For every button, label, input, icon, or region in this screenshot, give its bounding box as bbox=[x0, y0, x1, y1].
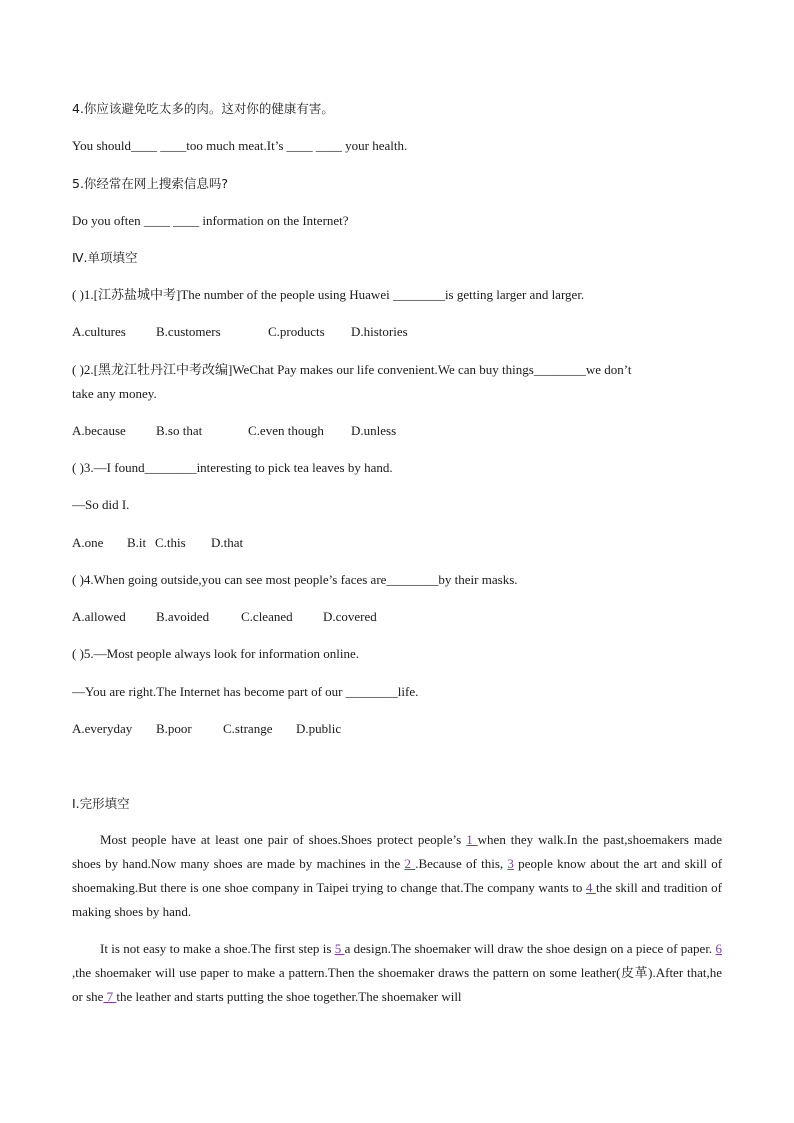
mc-q5-options bbox=[72, 720, 722, 738]
option-b: B.avoided bbox=[156, 609, 210, 624]
option-a: A.one bbox=[72, 535, 104, 550]
cloze-paragraph-2 bbox=[72, 937, 722, 1009]
section4-heading: Ⅳ.单项填空 bbox=[72, 250, 138, 265]
option-c: C.cleaned bbox=[241, 609, 293, 624]
mc-q5-stem: ( )5.—Most people always look for information online. bbox=[72, 646, 360, 661]
mc-q3-stem: ( )3.—I found________interesting to pick tea leaves by hand. bbox=[72, 460, 393, 475]
mc-q4-options bbox=[72, 608, 722, 626]
q4-english: You should____ ____too much meat.It’s ____ ____ your health. bbox=[72, 138, 408, 153]
cloze-text: the skill and tradition of making shoes by hand. bbox=[72, 880, 722, 919]
cloze-text: It is not easy to make a shoe.The first step is bbox=[100, 941, 335, 956]
mc-q3-reply: —So did I. bbox=[72, 497, 130, 512]
option-c: C.even though bbox=[248, 423, 324, 438]
mc-q1-options bbox=[72, 323, 722, 341]
mc-q5-reply: —You are right.The Internet has become part of our ________life. bbox=[72, 684, 419, 699]
mc-q1-stem: ( )1.[江苏盐城中考]The number of the people using Huawei ________is getting larger and larger. bbox=[72, 287, 585, 302]
option-a: A.everyday bbox=[72, 721, 133, 736]
option-d: D.that bbox=[211, 535, 244, 550]
mc-q2-options bbox=[72, 422, 722, 440]
option-d: D.public bbox=[296, 721, 342, 736]
cloze-text: Most people have at least one pair of shoes.Shoes protect people’s bbox=[100, 832, 467, 847]
cloze-text: a design.The shoemaker will draw the shoe design on a piece of paper. bbox=[344, 941, 716, 956]
section1-heading: Ⅰ.完形填空 bbox=[72, 796, 130, 811]
cloze-blank-5[interactable]: 5 bbox=[334, 941, 345, 956]
q4-chinese: 4.你应该避免吃太多的肉。这对你的健康有害。 bbox=[72, 101, 334, 116]
option-c: C.this bbox=[155, 535, 186, 550]
option-a: A.allowed bbox=[72, 609, 126, 624]
mc-q3-options bbox=[72, 534, 722, 552]
cloze-blank-6[interactable]: 6 bbox=[715, 941, 722, 956]
cloze-text: when they walk.In the past,shoemakers made shoes by hand.Now many shoes are made by machines in the bbox=[72, 832, 722, 871]
cloze-blank-1[interactable]: 1 bbox=[466, 832, 478, 847]
cloze-text: .Because of this, bbox=[415, 856, 508, 871]
option-d: D.covered bbox=[323, 609, 377, 624]
mc-q4-stem: ( )4.When going outside,you can see most people’s faces are________by their masks. bbox=[72, 572, 518, 587]
option-c: C.strange bbox=[223, 721, 273, 736]
option-d: D.unless bbox=[351, 423, 397, 438]
cloze-blank-7[interactable]: 7 bbox=[103, 989, 117, 1004]
option-a: A.cultures bbox=[72, 324, 126, 339]
cloze-blank-3[interactable]: 3 bbox=[507, 856, 514, 871]
cloze-text: ,the shoemaker will use paper to make a pattern.Then the shoemaker draws the pattern on some leather(皮革).After that,he or she bbox=[72, 965, 722, 1004]
option-b: B.poor bbox=[156, 721, 192, 736]
q5-chinese: 5.你经常在网上搜索信息吗? bbox=[72, 176, 229, 191]
option-b: B.so that bbox=[156, 423, 203, 438]
option-b: B.it bbox=[127, 535, 147, 550]
mc-q2-stem: ( )2.[黑龙江牡丹江中考改编]WeChat Pay makes our life convenient.We can buy things________we don’t bbox=[72, 362, 632, 377]
cloze-text: the leather and starts putting the shoe together.The shoemaker will bbox=[116, 989, 462, 1004]
q5-english: Do you often ____ ____ information on the Internet? bbox=[72, 213, 349, 228]
cloze-blank-2[interactable]: 2 bbox=[404, 856, 416, 871]
cloze-text: people know about the art and skill of shoemaking.But there is one shoe company in Taipei trying to change that.The company wants to bbox=[72, 856, 723, 895]
cloze-paragraph-1 bbox=[72, 828, 722, 924]
option-c: C.products bbox=[268, 324, 325, 339]
mc-q2-stem-continued: take any money. bbox=[72, 386, 157, 401]
option-d: D.histories bbox=[351, 324, 408, 339]
option-b: B.customers bbox=[156, 324, 221, 339]
option-a: A.because bbox=[72, 423, 126, 438]
cloze-blank-4[interactable]: 4 bbox=[585, 880, 596, 895]
